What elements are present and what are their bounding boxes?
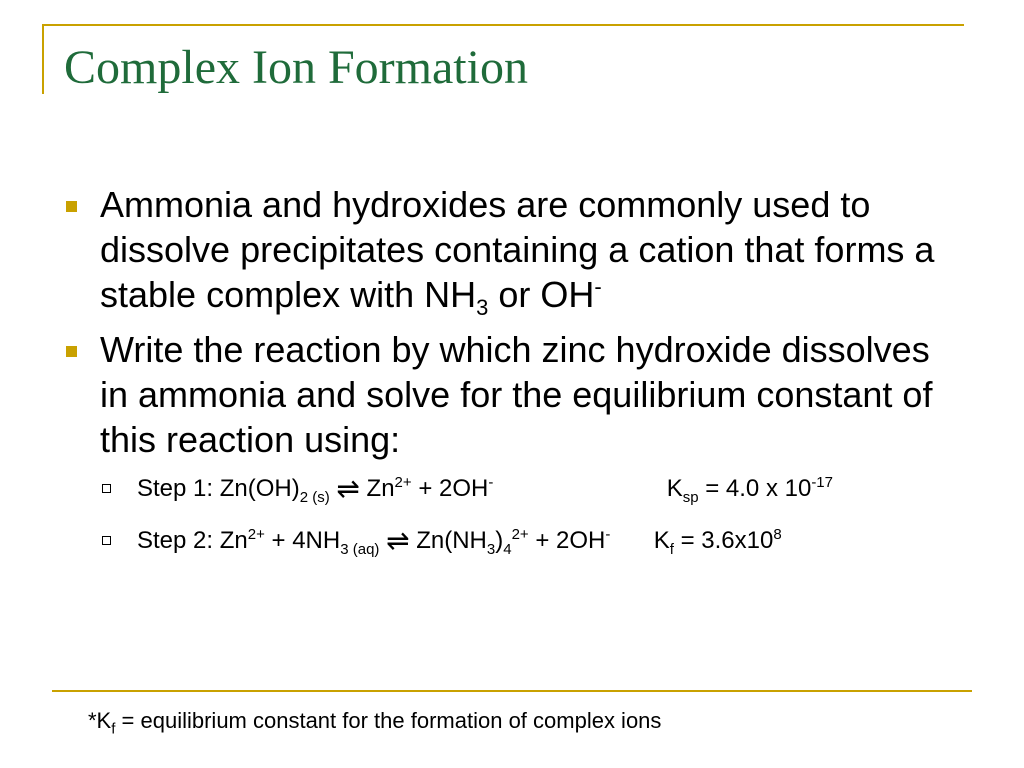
- k-value: = 3.6x10: [673, 527, 774, 554]
- subscript: f: [111, 720, 116, 738]
- complex-ion: Zn(NH: [416, 527, 487, 554]
- k-symbol: K: [666, 475, 683, 502]
- step-1-equation: [64, 472, 964, 504]
- superscript: 8: [773, 526, 782, 543]
- equilibrium-arrow-icon: ⇌: [386, 525, 410, 556]
- superscript: 2+: [511, 526, 529, 543]
- superscript: -: [594, 274, 602, 299]
- k-value: = 4.0 x 10: [698, 475, 812, 502]
- complex-close: ): [495, 527, 504, 554]
- subscript: 4: [503, 540, 512, 558]
- step-label: Step 1: Zn(OH): [137, 475, 300, 502]
- bullet-text: Write the reaction by which zinc hydroxide dissolves in ammonia and solve for the equilibrium constant of this reaction using:: [100, 329, 933, 460]
- k-symbol: K: [653, 527, 670, 554]
- hydroxide-term: + 2OH: [411, 475, 489, 502]
- hollow-square-bullet-icon: [102, 536, 111, 545]
- hollow-square-bullet-icon: [102, 484, 111, 493]
- subscript: sp: [682, 488, 699, 506]
- bullet-write-reaction: [64, 327, 964, 462]
- superscript: -: [605, 526, 611, 543]
- subscript: 3: [476, 295, 489, 321]
- bullet-text-tail: or OH: [488, 274, 595, 315]
- slide-title: Complex Ion Formation: [64, 41, 528, 94]
- subscript: 3: [486, 540, 496, 558]
- superscript: -: [488, 474, 494, 491]
- step-2-equation: [64, 524, 964, 556]
- bullet-text: Ammonia and hydroxides are commonly used to dissolve precipitates containing a cation that forms a stable complex with NH: [100, 184, 935, 315]
- square-bullet-icon: [66, 346, 77, 357]
- footer-rule: [52, 690, 972, 692]
- superscript: 2+: [394, 474, 412, 491]
- equilibrium-arrow-icon: ⇌: [336, 473, 360, 504]
- bullet-list: [64, 182, 964, 556]
- footnote-text: = equilibrium constant for the formation of complex ions: [115, 708, 662, 733]
- subscript: 2 (s): [299, 488, 330, 506]
- superscript: 2+: [247, 526, 265, 543]
- product: Zn: [366, 475, 395, 502]
- superscript: -17: [811, 474, 833, 491]
- hydroxide-term: + 2OH: [528, 527, 606, 554]
- ammonia-term: + 4NH: [264, 527, 341, 554]
- footnote: [88, 708, 662, 738]
- step-label: Step 2: Zn: [137, 527, 248, 554]
- footnote-prefix: *K: [88, 708, 112, 733]
- subscript: f: [669, 540, 674, 558]
- bullet-ammonia-hydroxides: [64, 182, 964, 321]
- square-bullet-icon: [66, 201, 77, 212]
- title-frame-top-rule: [42, 24, 964, 26]
- subscript: 3 (aq): [340, 540, 380, 558]
- title-frame-left-rule: [42, 24, 44, 94]
